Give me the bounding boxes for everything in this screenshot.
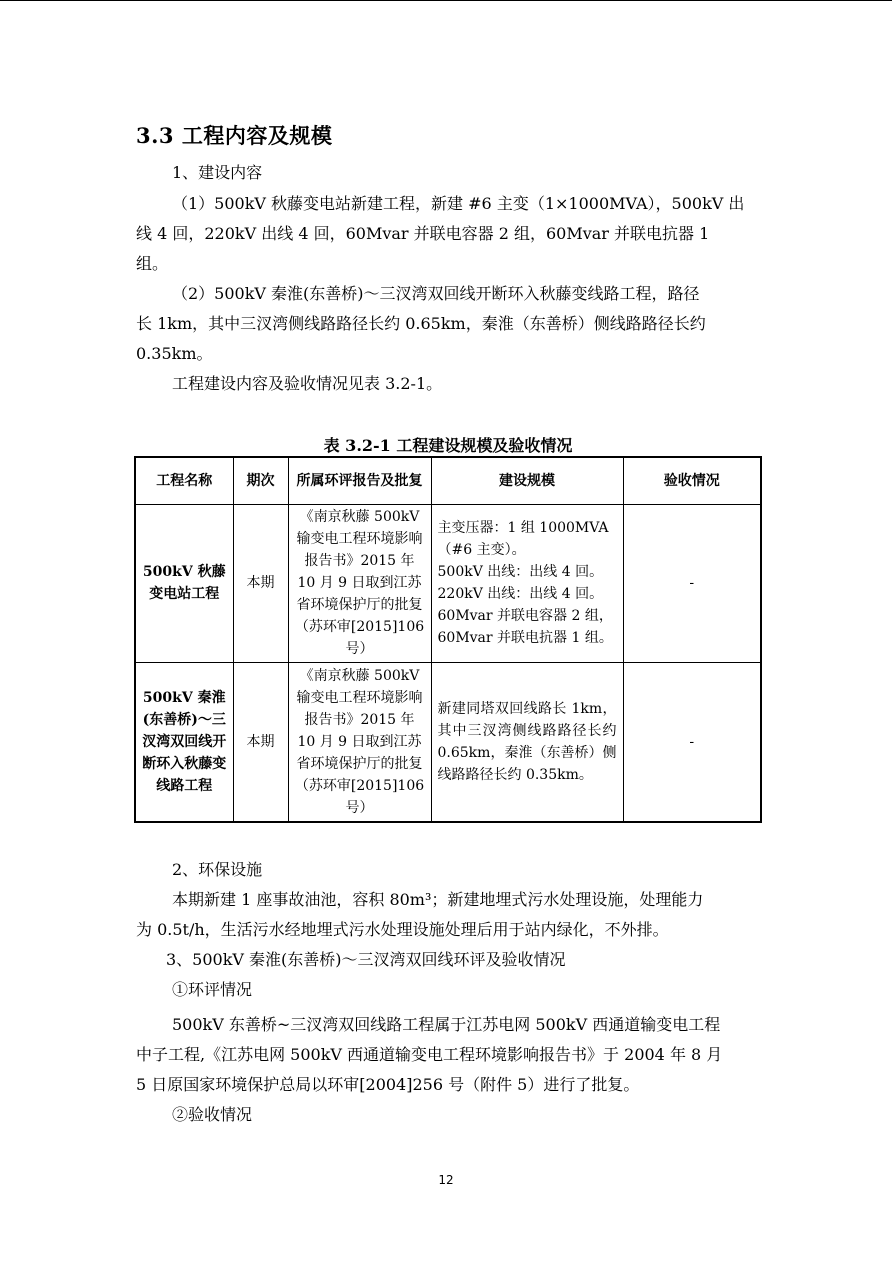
cell-scale: 新建同塔双回线路长 1km，其中三汊湾侧线路路径长约 0.65km，秦淮（东善桥）侧线路路径长约 0.35km。 — [431, 662, 623, 822]
paragraph-line: 为 0.5t/h，生活污水经地埋式污水处理设施处理后用于站内绿化，不外排。 — [136, 920, 669, 939]
paragraph-line: 组。 — [136, 254, 169, 273]
header-eia-report: 所属环评报告及批复 — [288, 457, 431, 504]
construction-scale-table — [134, 456, 762, 823]
cell-phase: 本期 — [233, 662, 288, 822]
paragraph-line: 本期新建 1 座事故油池，容积 80m³；新建地埋式污水处理设施，处理能力 — [172, 890, 704, 909]
table-row — [135, 504, 761, 662]
page-number: 12 — [438, 1173, 454, 1187]
subheading-line-eia: 3、500kV 秦淮(东善桥)～三汊湾双回线环评及验收情况 — [166, 950, 566, 969]
paragraph-line: 中子工程,《江苏电网 500kV 西通道输变电工程环境影响报告书》于 2004 年 8 月 — [136, 1045, 723, 1064]
paragraph-line: 工程建设内容及验收情况见表 3.2-1。 — [172, 374, 443, 393]
subheading-eia-status: ①环评情况 — [172, 980, 253, 999]
subheading-acceptance-status: ②验收情况 — [172, 1105, 253, 1124]
cell-scale — [431, 504, 623, 662]
scale-line: 500kV 出线：出线 4 回。 — [437, 564, 604, 580]
section-heading: 3.3 工程内容及规模 — [136, 123, 333, 148]
subheading-construction: 1、建设内容 — [172, 163, 263, 182]
scale-line: 220kV 出线：出线 4 回。 — [437, 586, 604, 602]
paragraph-line: （1）500kV 秋藤变电站新建工程，新建 #6 主变（1×1000MVA），500kV 出 — [172, 194, 745, 213]
header-scale: 建设规模 — [431, 457, 623, 504]
scale-line: 主变压器：1 组 1000MVA（#6 主变）。 — [437, 520, 609, 558]
paragraph-line: 线 4 回，220kV 出线 4 回，60Mvar 并联电容器 2 组，60Mvar 并联电抗器 1 — [136, 224, 710, 243]
header-acceptance: 验收情况 — [623, 457, 761, 504]
cell-eia-report: 《南京秋藤 500kV 输变电工程环境影响报告书》2015 年 10 月 9 日取到江苏省环境保护厅的批复（苏环审[2015]106 号） — [288, 504, 431, 662]
table-row — [135, 662, 761, 822]
cell-eia-report: 《南京秋藤 500kV 输变电工程环境影响报告书》2015 年 10 月 9 日取到江苏省环境保护厅的批复（苏环审[2015]106 号） — [288, 662, 431, 822]
paragraph-line: 5 日原国家环境保护总局以环审[2004]256 号（附件 5）进行了批复。 — [136, 1075, 640, 1094]
table-caption: 表 3.2-1 工程建设规模及验收情况 — [323, 436, 573, 455]
subheading-env-facilities: 2、环保设施 — [172, 860, 263, 879]
scale-line: 60Mvar 并联电容器 2 组，60Mvar 并联电抗器 1 组。 — [437, 608, 613, 646]
paragraph-line: （2）500kV 秦淮(东善桥)～三汊湾双回线开断环入秋藤变线路工程，路径 — [172, 284, 700, 303]
cell-project-name: 500kV 秋藤变电站工程 — [135, 504, 233, 662]
cell-acceptance: - — [623, 504, 761, 662]
cell-project-name: 500kV 秦淮(东善桥)～三汊湾双回线开断环入秋藤变线路工程 — [135, 662, 233, 822]
paragraph-line: 0.35km。 — [136, 344, 213, 363]
paragraph-line: 长 1km，其中三汊湾侧线路路径长约 0.65km，秦淮（东善桥）侧线路路径长约 — [136, 314, 706, 333]
top-border — [0, 0, 892, 1]
header-project-name: 工程名称 — [135, 457, 233, 504]
header-phase: 期次 — [233, 457, 288, 504]
paragraph-line: 500kV 东善桥~三汊湾双回线路工程属于江苏电网 500kV 西通道输变电工程 — [172, 1015, 721, 1034]
table-header-row — [135, 457, 761, 504]
cell-acceptance: - — [623, 662, 761, 822]
cell-phase: 本期 — [233, 504, 288, 662]
